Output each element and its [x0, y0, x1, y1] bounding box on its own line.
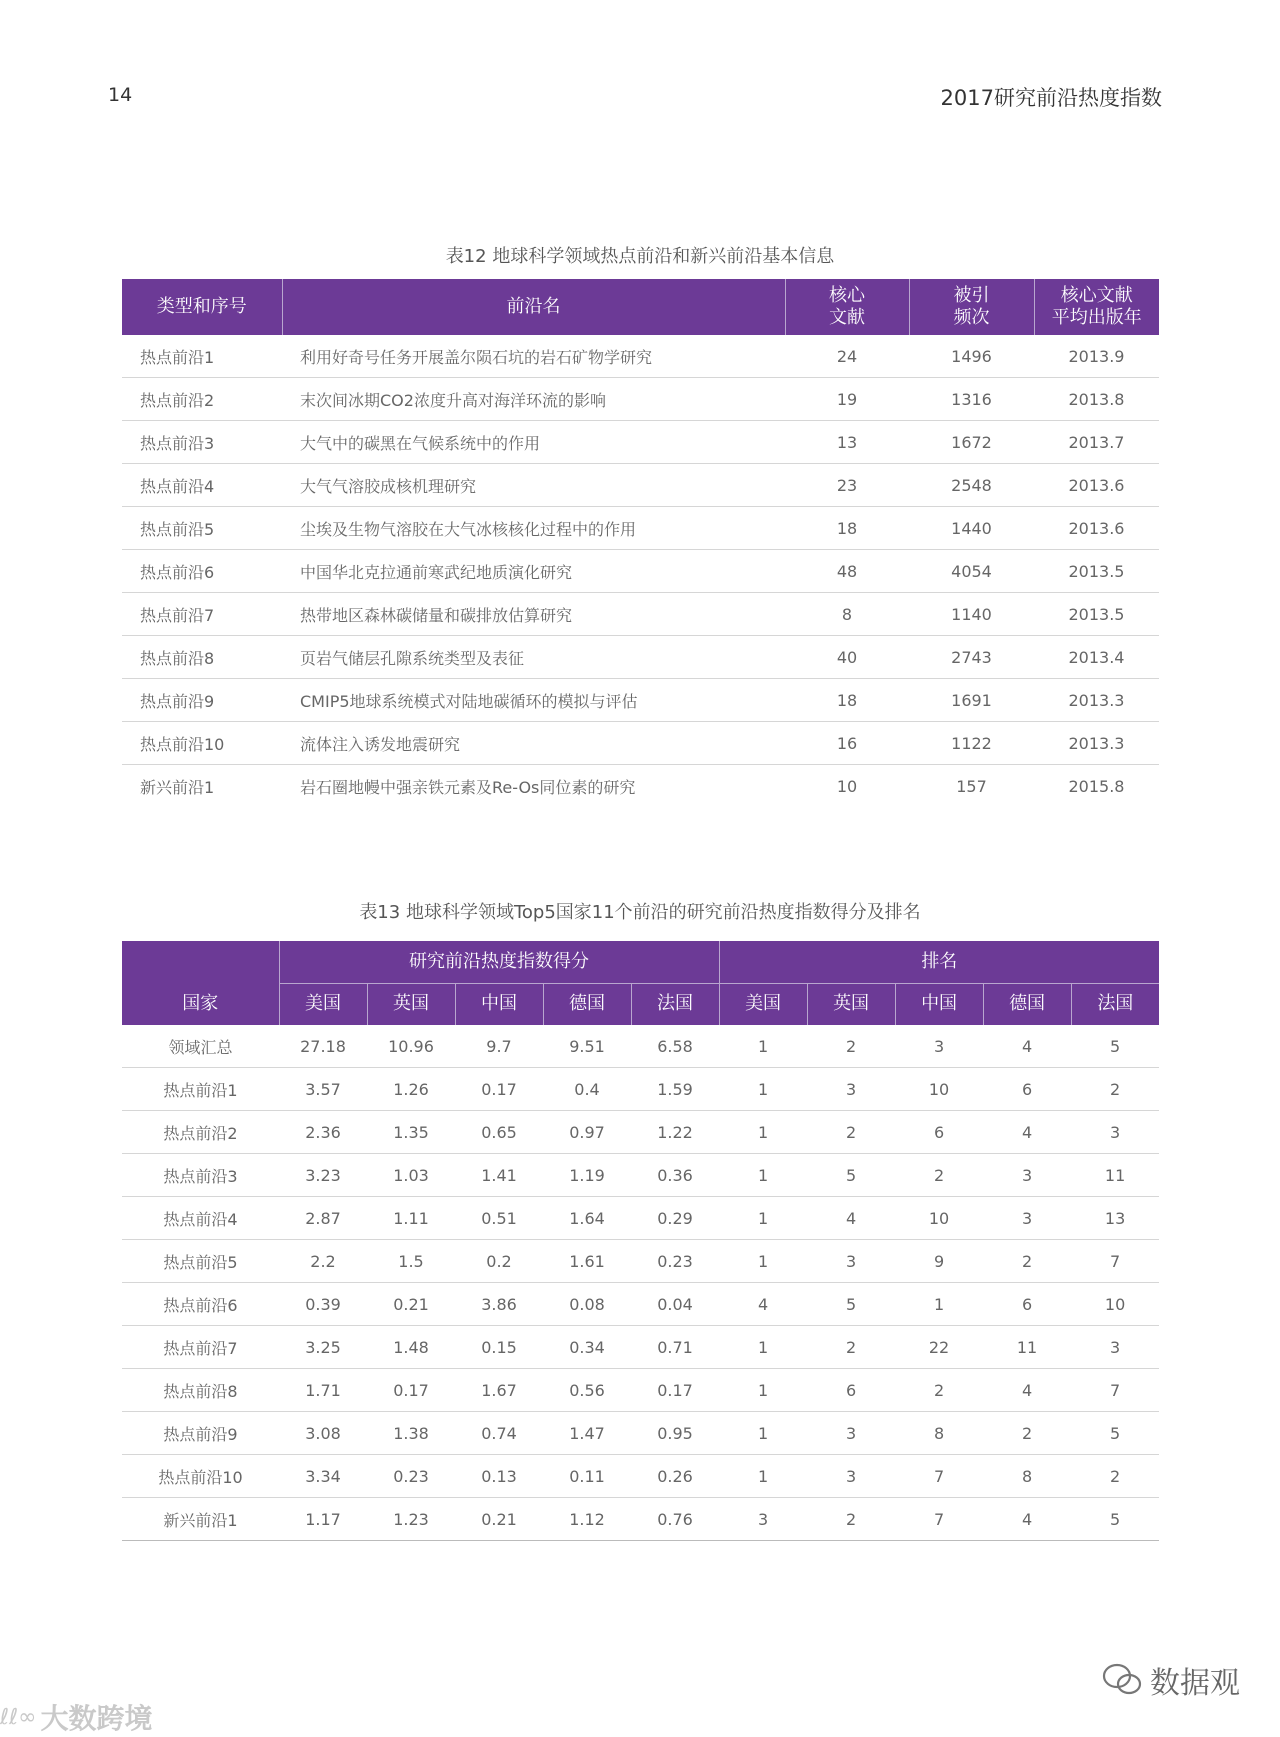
table13-cell: 热点前沿7 [122, 1326, 279, 1369]
table13-cell: 8 [983, 1455, 1071, 1498]
table13-cell: 2.2 [279, 1240, 367, 1283]
table13-rank-country-header: 中国 [895, 983, 983, 1025]
table13-cell: 热点前沿10 [122, 1455, 279, 1498]
table13-cell: 1.19 [543, 1154, 631, 1197]
table13-cell: 1 [719, 1326, 807, 1369]
table12-cell: 1440 [909, 507, 1034, 550]
watermark-right [1102, 1658, 1240, 1702]
table13-cell: 13 [1071, 1197, 1159, 1240]
table13-cell: 热点前沿8 [122, 1369, 279, 1412]
table13-row [122, 1283, 1159, 1326]
table12-cell: 尘埃及生物气溶胶在大气冰核核化过程中的作用 [282, 507, 785, 550]
table13-cell: 3 [719, 1498, 807, 1541]
table13-cell: 1.61 [543, 1240, 631, 1283]
table12-cell: 热点前沿6 [122, 550, 282, 593]
table12-cell: 2013.8 [1034, 378, 1159, 421]
table13-cell: 0.15 [455, 1326, 543, 1369]
table12-cell: 热点前沿7 [122, 593, 282, 636]
table12-cell: 岩石圈地幔中强亲铁元素及Re-Os同位素的研究 [300, 777, 636, 797]
table12-row [122, 593, 1159, 636]
table13-cell: 2 [983, 1412, 1071, 1455]
table13-cell: 2 [807, 1111, 895, 1154]
table13-cell: 热点前沿5 [122, 1240, 279, 1283]
table13-cell: 4 [983, 1369, 1071, 1412]
table13-cell: 1.48 [367, 1326, 455, 1369]
table12-cell: 大气中的碳黑在气候系统中的作用 [282, 421, 785, 464]
table13-cell: 5 [1071, 1025, 1159, 1068]
table13-cell: 0.36 [631, 1154, 719, 1197]
table13-cell: 11 [983, 1326, 1071, 1369]
table12-cell: 2013.3 [1034, 679, 1159, 722]
table13-row [122, 1025, 1159, 1068]
table13-cell: 3.23 [279, 1154, 367, 1197]
table13-cell: 27.18 [279, 1025, 367, 1068]
table13-cell: 7 [1071, 1240, 1159, 1283]
table12-row [122, 507, 1159, 550]
table12-cell: 2015.8 [1068, 776, 1125, 796]
table13-score-country-header: 美国 [279, 983, 367, 1025]
table13-cell: 5 [1071, 1498, 1159, 1541]
watermark-right-text: 数据观 [1150, 1666, 1240, 1701]
table13-cell: 0.97 [543, 1111, 631, 1154]
table13-cell: 3 [807, 1240, 895, 1283]
table12-cell: 48 [785, 550, 909, 593]
table13-cell: 0.26 [631, 1455, 719, 1498]
table13-cell: 0.74 [455, 1412, 543, 1455]
table13-row [122, 1412, 1159, 1455]
table13-cell: 0.08 [543, 1283, 631, 1326]
watermark-left-text: 大数跨境 [40, 1702, 153, 1735]
running-title: 2017研究前沿热度指数 [940, 86, 1162, 110]
table13-cell: 10.96 [367, 1025, 455, 1068]
table12-cell: 40 [785, 636, 909, 679]
table13-cell: 热点前沿1 [122, 1068, 279, 1111]
table13-cell: 7 [895, 1455, 983, 1498]
table12-col-header: 类型和序号 [122, 279, 282, 335]
table12-cell: 热点前沿2 [122, 378, 282, 421]
table12-cell: 1496 [909, 335, 1034, 378]
table13-cell: 2 [807, 1326, 895, 1369]
table13-cell: 0.71 [631, 1326, 719, 1369]
table13-cell: 1 [719, 1240, 807, 1283]
table13-cell: 0.17 [455, 1068, 543, 1111]
table12-cell: 1316 [909, 378, 1034, 421]
table13-country-header: 国家 [122, 983, 279, 1025]
table13-cell: 3 [807, 1455, 895, 1498]
table13-cell: 3 [1071, 1111, 1159, 1154]
table12-row [122, 464, 1159, 507]
table13-score-country-header: 德国 [543, 983, 631, 1025]
table12-row [122, 550, 1159, 593]
table13-cell: 1.23 [367, 1498, 455, 1541]
table12-col-header: 核心文献 平均出版年 [1034, 279, 1159, 335]
table13-row [122, 1498, 1159, 1541]
table13-cell: 1.03 [367, 1154, 455, 1197]
table12-col-header: 被引 频次 [909, 279, 1034, 335]
table13-cell: 0.4 [543, 1068, 631, 1111]
table13-cell: 0.39 [279, 1283, 367, 1326]
table13-cell: 3 [1071, 1326, 1159, 1369]
table12-cell: 157 [956, 776, 987, 796]
table13-cell: 0.95 [631, 1412, 719, 1455]
table12-cell: 热点前沿3 [122, 421, 282, 464]
table13-cell: 9.51 [543, 1025, 631, 1068]
table12-cell: 18 [785, 679, 909, 722]
table13-cell: 1 [719, 1412, 807, 1455]
table13-cell: 0.17 [367, 1369, 455, 1412]
table12-cell: 热点前沿4 [122, 464, 282, 507]
table12-cell: CMIP5地球系统模式对陆地碳循环的模拟与评估 [282, 679, 785, 722]
table13-cell: 10 [895, 1197, 983, 1240]
table12-cell: 23 [785, 464, 909, 507]
table13-cell: 热点前沿4 [122, 1197, 279, 1240]
table12-cell: 13 [785, 421, 909, 464]
table12-row [122, 421, 1159, 464]
table13-cell: 3.25 [279, 1326, 367, 1369]
table13-cell: 0.11 [543, 1455, 631, 1498]
table12-cell: 8 [785, 593, 909, 636]
table12-cell: 1672 [909, 421, 1034, 464]
table13-cell: 0.23 [631, 1240, 719, 1283]
table13-cell: 3 [807, 1068, 895, 1111]
table13-cell: 9 [895, 1240, 983, 1283]
table13-cell: 0.29 [631, 1197, 719, 1240]
table12-cell: 16 [785, 722, 909, 765]
table13-row [122, 1369, 1159, 1412]
table13-cell: 3 [983, 1197, 1071, 1240]
table13-cell: 1.35 [367, 1111, 455, 1154]
table12-cell: 4054 [909, 550, 1034, 593]
table12-cell: 热点前沿9 [122, 679, 282, 722]
table12-row [122, 722, 1159, 765]
table12-cell: 2013.7 [1034, 421, 1159, 464]
table12-header-row [122, 279, 1159, 335]
table12-cell: 2013.3 [1034, 722, 1159, 765]
table13-cell: 6 [983, 1068, 1071, 1111]
table13-cell: 6.58 [631, 1025, 719, 1068]
table13-cell: 3.57 [279, 1068, 367, 1111]
table13-caption: 表13 地球科学领域Top5国家11个前沿的研究前沿热度指数得分及排名 [359, 902, 921, 923]
table13-cell: 10 [895, 1068, 983, 1111]
table13-cell: 3.08 [279, 1412, 367, 1455]
table13-cell: 6 [895, 1111, 983, 1154]
table13-cell: 3 [983, 1154, 1071, 1197]
table13-cell: 1.22 [631, 1111, 719, 1154]
table13-cell: 6 [983, 1283, 1071, 1326]
table13 [122, 941, 1159, 1541]
table13-cell: 1 [719, 1455, 807, 1498]
table13-row [122, 1154, 1159, 1197]
page-number: 14 [108, 84, 133, 106]
table13-row [122, 1240, 1159, 1283]
table13-rank-country-header: 法国 [1071, 983, 1159, 1025]
table13-cell: 1.47 [543, 1412, 631, 1455]
watermark-left [0, 1697, 153, 1737]
table13-cell: 1 [719, 1154, 807, 1197]
table13-cell: 2 [1071, 1068, 1159, 1111]
table12-cell: 新兴前沿1 [140, 777, 215, 797]
table13-cell: 1.26 [367, 1068, 455, 1111]
table13-rank-country-header: 德国 [983, 983, 1071, 1025]
table13-cell: 10 [1071, 1283, 1159, 1326]
table13-cell: 4 [983, 1025, 1071, 1068]
table13-score-country-header: 英国 [367, 983, 455, 1025]
table12-cell: 2013.6 [1034, 464, 1159, 507]
table13-cell: 1.71 [279, 1369, 367, 1412]
table13-cell: 8 [895, 1412, 983, 1455]
table12 [122, 279, 1159, 807]
table13-cell: 2 [807, 1498, 895, 1541]
table12-cell: 1140 [909, 593, 1034, 636]
table13-cell: 1 [719, 1369, 807, 1412]
table12-cell: 末次间冰期CO2浓度升高对海洋环流的影响 [282, 378, 785, 421]
table13-score-country-header: 中国 [455, 983, 543, 1025]
table13-cell: 2 [895, 1154, 983, 1197]
table13-cell: 0.17 [631, 1369, 719, 1412]
table13-cell: 热点前沿2 [122, 1111, 279, 1154]
table13-cell: 2 [895, 1369, 983, 1412]
table13-score-group-header: 研究前沿热度指数得分 [279, 941, 719, 983]
table13-cell: 2 [1071, 1455, 1159, 1498]
table12-row [122, 679, 1159, 722]
table13-cell: 3 [807, 1412, 895, 1455]
table13-cell: 1.17 [279, 1498, 367, 1541]
table12-col-header: 前沿名 [282, 279, 785, 335]
table12-cell: 热带地区森林碳储量和碳排放估算研究 [282, 593, 785, 636]
table12-cell: 流体注入诱发地震研究 [282, 722, 785, 765]
table13-rank-group-header: 排名 [719, 941, 1159, 983]
table13-cell: 1.12 [543, 1498, 631, 1541]
table13-cell: 0.76 [631, 1498, 719, 1541]
table12-caption: 表12 地球科学领域热点前沿和新兴前沿基本信息 [445, 246, 835, 267]
table13-cell: 4 [719, 1283, 807, 1326]
table12-row [122, 378, 1159, 421]
table12-cell: 10 [836, 776, 858, 796]
table13-cell: 1 [895, 1283, 983, 1326]
table13-cell: 0.13 [455, 1455, 543, 1498]
table12-cell: 2013.6 [1034, 507, 1159, 550]
table13-cell: 5 [1071, 1412, 1159, 1455]
table13-row [122, 1197, 1159, 1240]
table13-group-header-row [122, 941, 1159, 983]
table13-cell: 2 [983, 1240, 1071, 1283]
table12-cell: 19 [785, 378, 909, 421]
table13-row [122, 1455, 1159, 1498]
table13-cell: 4 [983, 1498, 1071, 1541]
table12-cell: 页岩气储层孔隙系统类型及表征 [282, 636, 785, 679]
table12-cell: 2013.5 [1034, 550, 1159, 593]
table12-row [122, 335, 1159, 378]
table13-cell: 11 [1071, 1154, 1159, 1197]
table13-row [122, 1111, 1159, 1154]
table12-cell: 2013.9 [1034, 335, 1159, 378]
table12-col-header: 核心 文献 [785, 279, 909, 335]
table12-row [122, 765, 1159, 808]
table13-cell: 3 [895, 1025, 983, 1068]
table13-cell: 热点前沿3 [122, 1154, 279, 1197]
table12-cell: 1691 [909, 679, 1034, 722]
table13-cell: 2.36 [279, 1111, 367, 1154]
table13-cell: 0.23 [367, 1455, 455, 1498]
table13-cell: 热点前沿6 [122, 1283, 279, 1326]
table13-score-country-header: 法国 [631, 983, 719, 1025]
table13-cell: 5 [807, 1154, 895, 1197]
table12-cell: 大气气溶胶成核机理研究 [282, 464, 785, 507]
table13-cell: 4 [983, 1111, 1071, 1154]
table13-header-row [122, 983, 1159, 1025]
chat-bubble-icon [1102, 1663, 1142, 1697]
table12-cell: 2743 [909, 636, 1034, 679]
table13-cell: 热点前沿9 [122, 1412, 279, 1455]
table13-cell: 0.51 [455, 1197, 543, 1240]
table12-cell: 热点前沿1 [122, 335, 282, 378]
table13-cell: 1.5 [367, 1240, 455, 1283]
table13-cell: 1 [719, 1197, 807, 1240]
table13-cell: 1 [719, 1068, 807, 1111]
table13-cell: 0.56 [543, 1369, 631, 1412]
table13-cell: 1 [719, 1111, 807, 1154]
table12-row [122, 636, 1159, 679]
table13-cell: 2 [807, 1025, 895, 1068]
table13-cell: 1.38 [367, 1412, 455, 1455]
table13-cell: 7 [1071, 1369, 1159, 1412]
table13-cell: 6 [807, 1369, 895, 1412]
table13-cell: 1.11 [367, 1197, 455, 1240]
table13-cell: 1.41 [455, 1154, 543, 1197]
watermark-logo-icon: ℓℓ∞ [0, 1704, 37, 1730]
table12-cell: 热点前沿5 [122, 507, 282, 550]
table12-cell: 2548 [909, 464, 1034, 507]
table12-cell: 1122 [909, 722, 1034, 765]
table13-cell: 2.87 [279, 1197, 367, 1240]
table13-rank-country-header: 美国 [719, 983, 807, 1025]
table13-cell: 1.59 [631, 1068, 719, 1111]
table13-cell: 5 [807, 1283, 895, 1326]
table13-cell: 22 [895, 1326, 983, 1369]
table13-cell: 7 [895, 1498, 983, 1541]
table13-cell: 领域汇总 [122, 1025, 279, 1068]
table13-row [122, 1326, 1159, 1369]
table13-cell: 0.34 [543, 1326, 631, 1369]
table12-cell: 热点前沿10 [122, 722, 282, 765]
table13-cell: 4 [807, 1197, 895, 1240]
table13-cell: 9.7 [455, 1025, 543, 1068]
table13-cell: 1.67 [455, 1369, 543, 1412]
table13-cell: 3.34 [279, 1455, 367, 1498]
table12-cell: 2013.4 [1034, 636, 1159, 679]
table13-rank-country-header: 英国 [807, 983, 895, 1025]
table13-cell: 0.21 [455, 1498, 543, 1541]
table12-cell: 2013.5 [1034, 593, 1159, 636]
table12-cell: 中国华北克拉通前寒武纪地质演化研究 [282, 550, 785, 593]
table13-cell: 0.2 [455, 1240, 543, 1283]
table12-cell: 热点前沿8 [122, 636, 282, 679]
table13-cell: 新兴前沿1 [122, 1498, 279, 1541]
table13-cell: 0.65 [455, 1111, 543, 1154]
table13-cell: 3.86 [455, 1283, 543, 1326]
table12-cell: 利用好奇号任务开展盖尔陨石坑的岩石矿物学研究 [282, 335, 785, 378]
table12-cell: 24 [785, 335, 909, 378]
table13-blank-header [122, 941, 279, 983]
table13-cell: 0.04 [631, 1283, 719, 1326]
table13-cell: 0.21 [367, 1283, 455, 1326]
table13-cell: 1 [719, 1025, 807, 1068]
table13-row [122, 1068, 1159, 1111]
table13-cell: 1.64 [543, 1197, 631, 1240]
table12-cell: 18 [785, 507, 909, 550]
